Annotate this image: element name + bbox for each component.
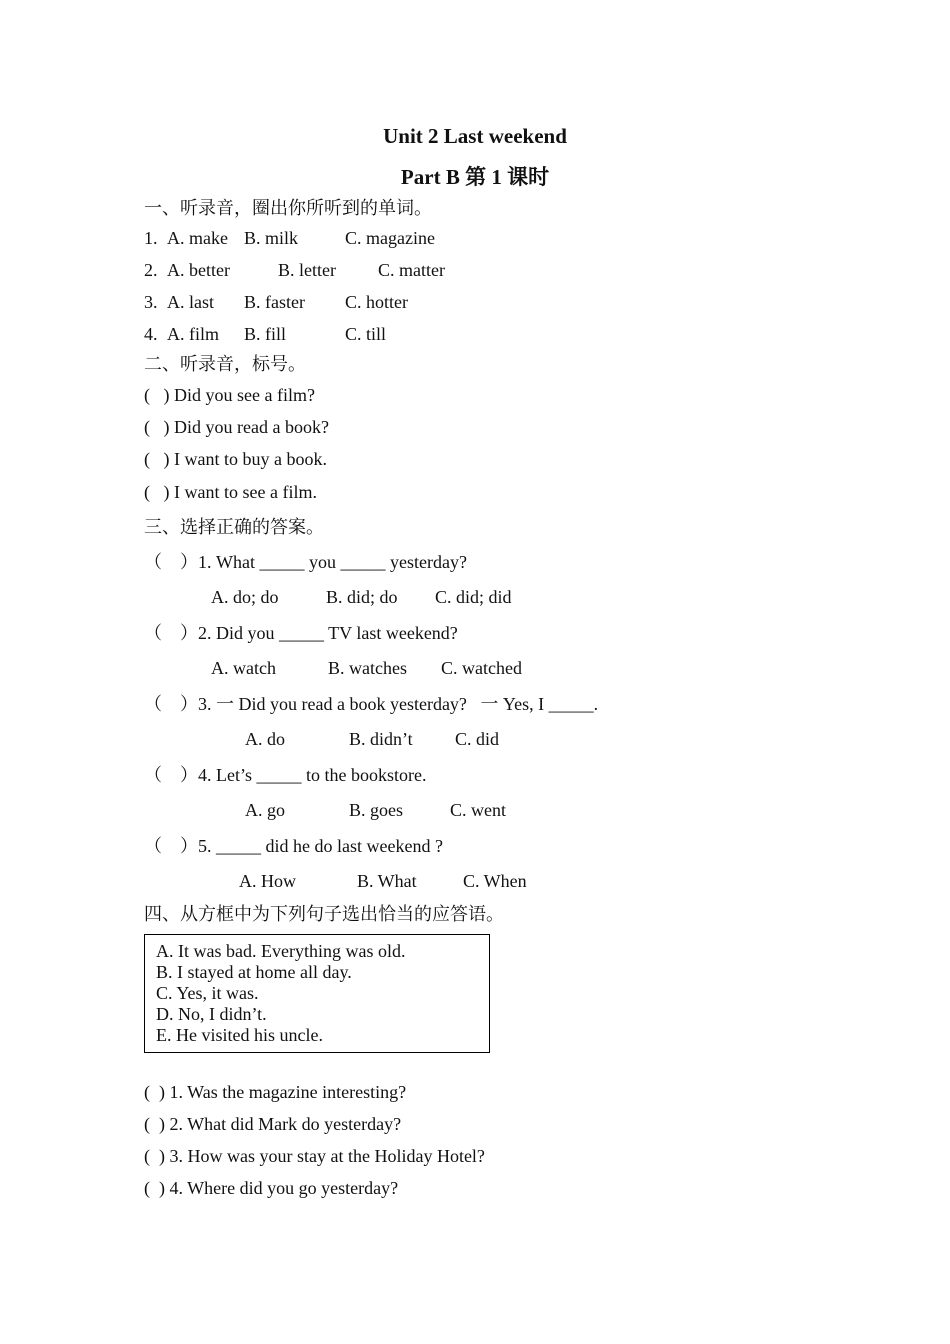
answer-box [144, 934, 490, 1053]
option-c: C. matter [378, 260, 445, 280]
section1-heading: 一、听录音，圈出你所听到的单词。 [144, 198, 432, 218]
q5-option-b: B. What [357, 871, 417, 891]
section2-item: ( ) Did you see a film? [144, 385, 315, 405]
question-4: （ ）4. Let’s _____ to the bookstore. [144, 765, 427, 785]
section4-item: ( ) 4. Where did you go yesterday? [144, 1178, 399, 1198]
option-a: A. better [167, 260, 230, 280]
section3-heading: 三、选择正确的答案。 [144, 517, 324, 537]
row-number: 4. [144, 324, 158, 344]
option-b: B. milk [244, 228, 299, 248]
q4-option-a: A. go [245, 800, 285, 820]
q3-option-a: A. do [245, 729, 285, 749]
section4-item: ( ) 1. Was the magazine interesting? [144, 1082, 407, 1102]
question-1: （ ）1. What _____ you _____ yesterday? [144, 552, 467, 572]
q1-option-c: C. did; did [435, 587, 512, 607]
q3-option-c: C. did [455, 729, 500, 749]
option-c: C. till [345, 324, 387, 344]
section2-item: ( ) Did you read a book? [144, 417, 329, 437]
answer-option: E. He visited his uncle. [156, 1025, 323, 1045]
option-b: B. letter [278, 260, 336, 280]
option-a: A. make [167, 228, 228, 248]
section4-item: ( ) 2. What did Mark do yesterday? [144, 1114, 402, 1134]
question-3: （ ）3. 一 Did you read a book yesterday? 一 Yes, I _____. [144, 694, 599, 714]
row-number: 2. [144, 260, 158, 280]
q5-option-a: A. How [239, 871, 296, 891]
section4-heading: 四、从方框中为下列句子选出恰当的应答语。 [144, 904, 504, 924]
option-b: B. fill [244, 324, 287, 344]
option-b: B. faster [244, 292, 305, 312]
question-2: （ ）2. Did you _____ TV last weekend? [144, 623, 458, 643]
section2-item: ( ) I want to buy a book. [144, 449, 327, 469]
q1-option-b: B. did; do [326, 587, 398, 607]
row-number: 3. [144, 292, 158, 312]
section2-item: ( ) I want to see a film. [144, 482, 317, 502]
answer-option: A. It was bad. Everything was old. [156, 941, 406, 961]
q4-option-b: B. goes [349, 800, 403, 820]
q2-option-b: B. watches [328, 658, 407, 678]
section4-item: ( ) 3. How was your stay at the Holiday Hotel? [144, 1146, 485, 1166]
question-5: （ ）5. _____ did he do last weekend ? [144, 836, 443, 856]
option-c: C. hotter [345, 292, 408, 312]
option-a: A. film [167, 324, 219, 344]
row-number: 1. [144, 228, 158, 248]
q5-option-c: C. When [463, 871, 527, 891]
page-title: Unit 2 Last weekend [383, 124, 567, 148]
answer-option: D. No, I didn’t. [156, 1004, 267, 1024]
answer-option: B. I stayed at home all day. [156, 962, 352, 982]
section2-heading: 二、听录音，标号。 [144, 354, 306, 374]
page-subtitle: Part B 第 1 课时 [400, 165, 550, 189]
q4-option-c: C. went [450, 800, 506, 820]
q3-option-b: B. didn’t [349, 729, 413, 749]
q2-option-c: C. watched [441, 658, 522, 678]
option-c: C. magazine [345, 228, 435, 248]
q1-option-a: A. do; do [211, 587, 279, 607]
option-a: A. last [167, 292, 214, 312]
q2-option-a: A. watch [211, 658, 276, 678]
answer-option: C. Yes, it was. [156, 983, 259, 1003]
